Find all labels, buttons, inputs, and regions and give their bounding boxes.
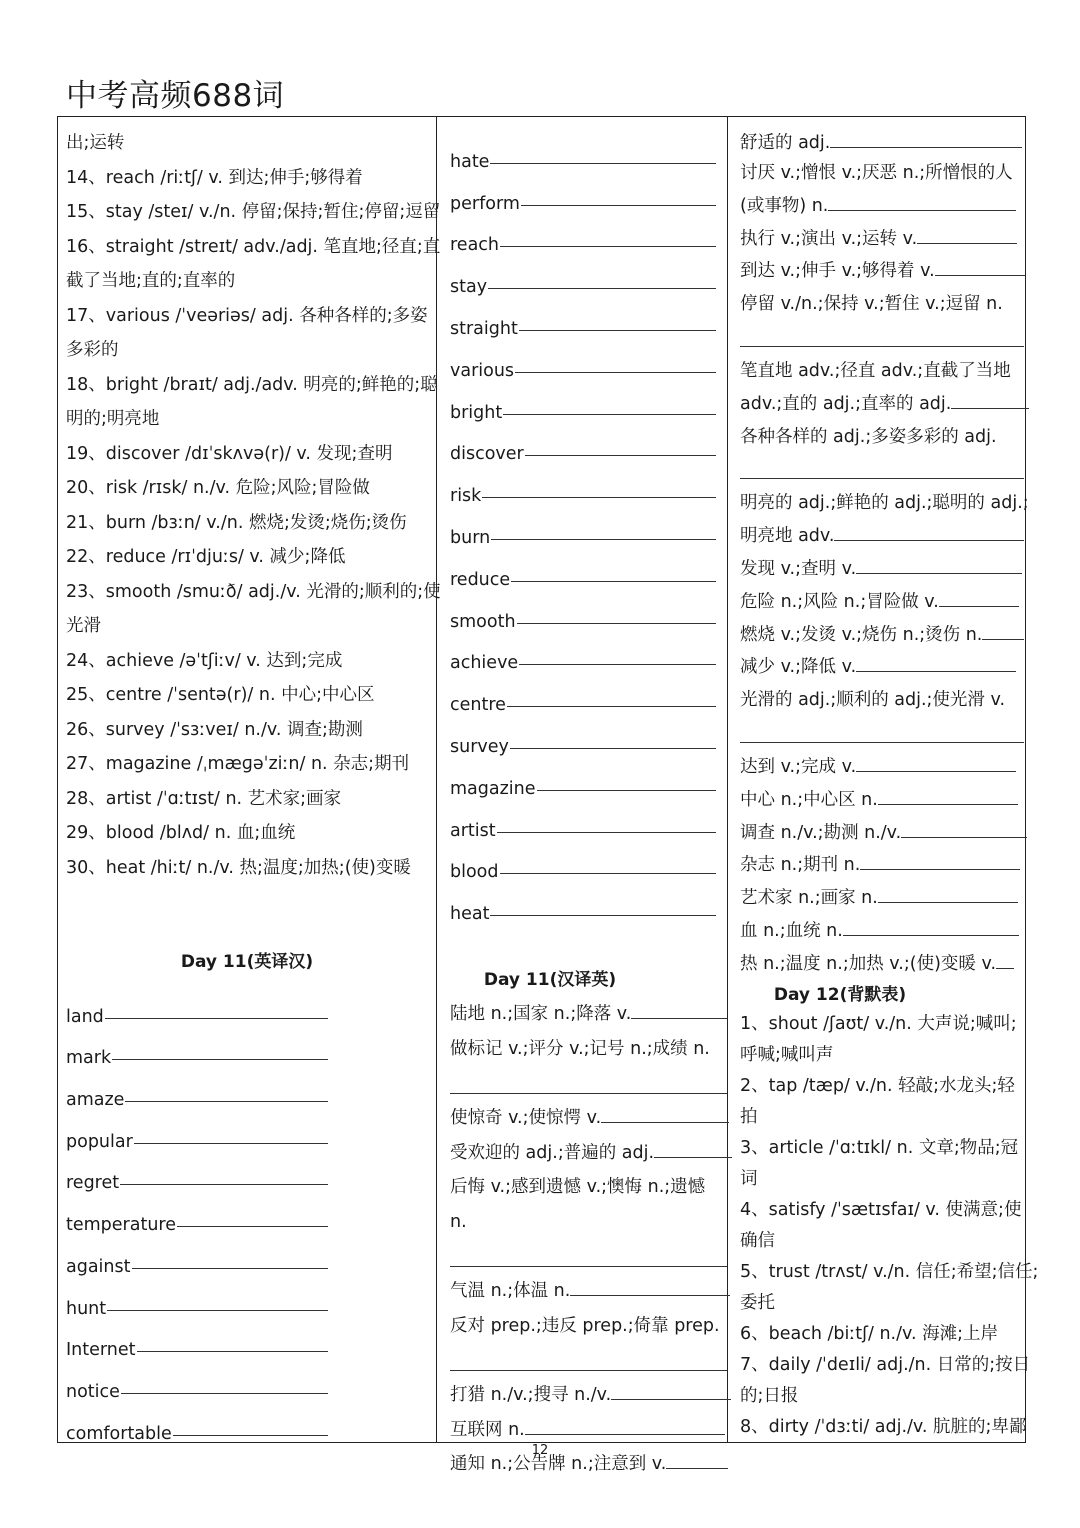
vocab-entry: 16、straight /streɪt/ adv./adj. 笔直地;径直;直 xyxy=(66,236,441,257)
prompt-line: 光滑的 adj.;顺利的 adj.;使光滑 v. xyxy=(740,690,1006,711)
prompt-word: magazine xyxy=(450,778,536,799)
blank-line[interactable] xyxy=(66,1193,328,1235)
blank-line[interactable] xyxy=(450,590,716,632)
vocab-entry: 2、tap /tæp/ v./n. 轻敲;水龙头;轻 xyxy=(740,1075,1015,1096)
answer-blank[interactable] xyxy=(856,573,1022,574)
prompt-word: achieve xyxy=(450,653,519,674)
answer-blank[interactable] xyxy=(834,540,1024,541)
blank-line[interactable] xyxy=(66,1068,328,1110)
prompt-line: 到达 v.;伸手 v.;够得着 v. xyxy=(740,255,1024,288)
blank-line[interactable] xyxy=(450,841,716,883)
column-1 xyxy=(66,126,441,1444)
prompt-word: perform xyxy=(450,193,520,214)
prompt-line: 血 n.;血统 n. xyxy=(740,915,1024,948)
vocab-entry: 的;日报 xyxy=(740,1385,799,1406)
column-divider xyxy=(436,116,437,1443)
prompt-word: risk xyxy=(450,486,482,507)
prompt-line: 燃烧 v.;发烫 v.;烧伤 n.;烫伤 n. xyxy=(740,619,1024,652)
prompt-line: 艺术家 n.;画家 n. xyxy=(740,882,1024,915)
blank-line[interactable] xyxy=(66,1152,328,1194)
vocab-entry: 7、daily /ˈdeɪli/ adj./n. 日常的;按日 xyxy=(740,1354,1031,1375)
answer-blank[interactable] xyxy=(917,243,1017,244)
vocab-entry: 拍 xyxy=(740,1106,758,1127)
answer-blank[interactable] xyxy=(611,1399,731,1400)
vocab-entry: 15、stay /steɪ/ v./n. 停留;保持;暂住;停留;逗留 xyxy=(66,202,441,222)
vocab-entry: 18、bright /braɪt/ adj./adv. 明亮的;鲜艳的;聪 xyxy=(66,374,438,395)
blank-line[interactable] xyxy=(450,130,716,172)
vocab-entry: 21、burn /bɜːn/ v./n. 燃烧;发烫;烧伤;烫伤 xyxy=(66,512,407,533)
prompt-line: 调查 n./v.;勘测 n./v. xyxy=(740,817,1024,850)
blank-line[interactable] xyxy=(66,1360,328,1402)
prompt-word: burn xyxy=(450,527,491,548)
prompt-word: popular xyxy=(66,1131,133,1152)
blank-line[interactable] xyxy=(66,1110,328,1152)
prompt-line: (或事物) n. xyxy=(740,190,1024,223)
blank-line[interactable] xyxy=(450,381,716,423)
prompt-line: 各种各样的 adj.;多姿多彩的 adj. xyxy=(740,426,997,447)
prompt-word: smooth xyxy=(450,611,516,632)
prompt-line: 杂志 n.;期刊 n. xyxy=(740,849,1024,882)
vocab-entry: 出;运转 xyxy=(66,133,125,153)
blank-line[interactable] xyxy=(450,673,716,715)
prompt-line: 执行 v.;演出 v.;运转 v. xyxy=(740,223,1024,256)
prompt-line: 打猎 n./v.;搜寻 n./v. xyxy=(450,1378,727,1413)
prompt-line: 中心 n.;中心区 n. xyxy=(740,784,1024,817)
answer-blank[interactable] xyxy=(666,1468,728,1469)
vocab-entry: 1、shout /ʃaʊt/ v./n. 大声说;喊叫; xyxy=(740,1013,1017,1034)
prompt-word: reach xyxy=(450,235,500,256)
page-title: 中考高频688词 xyxy=(66,78,285,114)
vocab-entry: 30、heat /hiːt/ n./v. 热;温度;加热;(使)变暖 xyxy=(66,857,411,878)
blank-line[interactable] xyxy=(450,339,716,381)
prompt-word: regret xyxy=(66,1173,120,1194)
prompt-line: 做标记 v.;评分 v.;记号 n.;成绩 n. xyxy=(450,1038,710,1059)
prompt-line: 达到 v.;完成 v. xyxy=(740,751,1024,784)
vocab-entry: 26、survey /ˈsɜːveɪ/ n./v. 调查;勘测 xyxy=(66,719,363,740)
vocab-entry: 确信 xyxy=(740,1230,775,1251)
answer-blank[interactable] xyxy=(901,837,1027,838)
answer-blank[interactable] xyxy=(856,771,1016,772)
prompt-line: 受欢迎的 adj.;普遍的 adj. xyxy=(450,1136,727,1171)
vocab-entry: 23、smooth /smuːð/ adj./v. 光滑的;顺利的;使 xyxy=(66,581,441,602)
column-divider xyxy=(727,116,728,1443)
vocab-entry: 明的;明亮地 xyxy=(66,409,160,429)
vocab-entry: 3、article /ˈɑːtɪkl/ n. 文章;物品;冠 xyxy=(740,1137,1019,1158)
prompt-line: 气温 n.;体温 n. xyxy=(450,1274,727,1309)
answer-blank[interactable] xyxy=(860,869,1020,870)
prompt-line: 使惊奇 v.;使惊愕 v. xyxy=(450,1101,727,1136)
vocab-entry: 多彩的 xyxy=(66,340,119,360)
blank-line[interactable] xyxy=(66,1402,328,1444)
blank-line[interactable] xyxy=(450,172,716,214)
blank-line[interactable] xyxy=(66,1319,328,1361)
prompt-line: n. xyxy=(450,1211,467,1232)
prompt-line: 反对 prep.;违反 prep.;倚靠 prep. xyxy=(450,1315,720,1336)
blank-line[interactable] xyxy=(66,1277,328,1319)
section-heading: Day 11(英译汉) xyxy=(180,952,314,972)
prompt-line: 陆地 n.;国家 n.;降落 v. xyxy=(450,997,727,1032)
prompt-line: 后悔 v.;感到遗憾 v.;懊悔 n.;遗憾 xyxy=(450,1177,706,1198)
answer-blank[interactable] xyxy=(450,1343,727,1371)
vocab-entry: 光滑 xyxy=(66,616,101,636)
vocab-entry: 22、reduce /rɪˈdjuːs/ v. 减少;降低 xyxy=(66,547,346,567)
answer-blank[interactable] xyxy=(570,1295,730,1296)
prompt-line: 热 n.;温度 n.;加热 v.;(使)变暖 v. xyxy=(740,948,1024,981)
prompt-word: amaze xyxy=(66,1090,125,1111)
vocab-entry: 4、satisfy /ˈsætɪsfaɪ/ v. 使满意;使 xyxy=(740,1199,1022,1220)
prompt-word: reduce xyxy=(450,569,511,590)
prompt-word: discover xyxy=(450,444,524,465)
vocab-entry: 19、discover /dɪˈskʌvə(r)/ v. 发现;查明 xyxy=(66,443,393,464)
vocab-entry: 呼喊;喊叫声 xyxy=(740,1044,834,1065)
section-heading: Day 11(汉译英) xyxy=(483,970,617,991)
prompt-word: comfortable xyxy=(66,1423,172,1444)
prompt-line: 舒适的 adj. xyxy=(740,126,1024,157)
prompt-line: 停留 v./n.;保持 v.;暂住 v.;逗留 n. xyxy=(740,294,1003,315)
answer-blank[interactable] xyxy=(525,1434,725,1435)
answer-blank[interactable] xyxy=(740,453,1024,479)
prompt-word: notice xyxy=(66,1381,120,1402)
prompt-word: various xyxy=(450,360,515,381)
answer-blank[interactable] xyxy=(951,408,1029,409)
vocab-entry: 24、achieve /əˈtʃiːv/ v. 达到;完成 xyxy=(66,650,343,671)
prompt-line: 明亮的 adj.;鲜艳的 adj.;聪明的 adj.; xyxy=(740,493,1029,514)
prompt-word: straight xyxy=(450,318,518,339)
prompt-line: 互联网 n. xyxy=(450,1413,727,1448)
answer-blank[interactable] xyxy=(450,1239,727,1267)
prompt-word: Internet xyxy=(66,1340,136,1361)
vocab-entry: 27、magazine /ˌmæɡəˈziːn/ n. 杂志;期刊 xyxy=(66,754,410,774)
answer-blank[interactable] xyxy=(601,1122,729,1123)
answer-blank[interactable] xyxy=(939,606,1019,607)
prompt-line: 发现 v.;查明 v. xyxy=(740,553,1024,586)
answer-blank[interactable] xyxy=(740,717,1024,743)
vocab-entry: 8、dirty /ˈdɜːti/ adj./v. 肮脏的;卑鄙 xyxy=(740,1416,1027,1437)
answer-blank[interactable] xyxy=(878,902,1018,903)
prompt-line: 危险 n.;风险 n.;冒险做 v. xyxy=(740,586,1024,619)
vocab-entry: 20、risk /rɪsk/ n./v. 危险;风险;冒险做 xyxy=(66,478,370,498)
column-2 xyxy=(450,126,720,1482)
section-heading: Day 12(背默表) xyxy=(773,984,907,1005)
vocab-entry: 25、centre /ˈsentə(r)/ n. 中心;中心区 xyxy=(66,685,375,705)
prompt-word: artist xyxy=(450,820,496,841)
prompt-word: heat xyxy=(450,904,490,925)
vocab-entry: 词 xyxy=(740,1168,758,1189)
prompt-line: 明亮地 adv. xyxy=(740,520,1024,553)
prompt-line: 讨厌 v.;憎恨 v.;厌恶 n.;所憎恨的人 xyxy=(740,163,1013,183)
answer-blank[interactable] xyxy=(982,639,1024,640)
blank-line[interactable] xyxy=(450,423,716,465)
blank-line[interactable] xyxy=(450,297,716,339)
blank-line[interactable] xyxy=(450,757,716,799)
blank-line[interactable] xyxy=(66,1027,328,1069)
blank-line[interactable] xyxy=(66,1235,328,1277)
prompt-word: survey xyxy=(450,736,509,757)
prompt-word: land xyxy=(66,1006,104,1027)
prompt-list xyxy=(450,997,727,1482)
answer-blank[interactable] xyxy=(878,804,1018,805)
vocab-entry: 5、trust /trʌst/ v./n. 信任;希望;信任; xyxy=(740,1261,1039,1282)
prompt-line: 通知 n.;公告牌 n.;注意到 v. xyxy=(450,1447,727,1482)
vocab-entry: 截了当地;直的;直率的 xyxy=(66,271,236,291)
blank-line[interactable] xyxy=(450,632,716,674)
answer-blank[interactable] xyxy=(830,147,1022,148)
vocab-entry: 委托 xyxy=(740,1292,775,1313)
blank-line[interactable] xyxy=(450,506,716,548)
answer-blank[interactable] xyxy=(654,1157,732,1158)
prompt-word: hunt xyxy=(66,1298,107,1319)
prompt-word: hate xyxy=(450,151,490,172)
vocab-entry: 29、blood /blʌd/ n. 血;血统 xyxy=(66,823,296,843)
prompt-word: stay xyxy=(450,277,488,298)
prompt-line: 减少 v.;降低 v. xyxy=(740,651,1024,684)
word-list xyxy=(66,985,328,1444)
prompt-word: centre xyxy=(450,695,506,716)
blank-line[interactable] xyxy=(450,255,716,297)
vocab-entry: 17、various /ˈveəriəs/ adj. 各种各样的;多姿 xyxy=(66,305,428,326)
prompt-line: adv.;直的 adj.;直率的 adj. xyxy=(740,388,1024,421)
answer-blank[interactable] xyxy=(450,1066,727,1094)
blank-line[interactable] xyxy=(450,715,716,757)
answer-blank[interactable] xyxy=(996,968,1014,969)
column-3 xyxy=(740,126,1039,1443)
answer-blank[interactable] xyxy=(935,275,1025,276)
vocab-entry: 6、beach /biːtʃ/ n./v. 海滩;上岸 xyxy=(740,1323,999,1344)
answer-blank[interactable] xyxy=(631,1018,727,1019)
blank-line[interactable] xyxy=(450,799,716,841)
prompt-word: bright xyxy=(450,402,503,423)
blank-line[interactable] xyxy=(66,985,328,1027)
page-number: 12 xyxy=(531,1443,549,1458)
answer-blank[interactable] xyxy=(843,935,1019,936)
vocab-entry: 14、reach /riːtʃ/ v. 到达;伸手;够得着 xyxy=(66,167,363,188)
blank-line[interactable] xyxy=(450,214,716,256)
blank-line[interactable] xyxy=(450,548,716,590)
prompt-word: blood xyxy=(450,862,499,883)
answer-blank[interactable] xyxy=(856,671,1016,672)
blank-line[interactable] xyxy=(450,464,716,506)
answer-blank[interactable] xyxy=(828,210,1016,211)
prompt-word: mark xyxy=(66,1048,112,1069)
blank-line[interactable] xyxy=(450,882,716,924)
answer-blank[interactable] xyxy=(740,321,1024,347)
vocab-entry: 28、artist /ˈɑːtɪst/ n. 艺术家;画家 xyxy=(66,788,342,809)
prompt-word: temperature xyxy=(66,1215,176,1236)
prompt-line: 笔直地 adv.;径直 adv.;直截了当地 xyxy=(740,360,1011,381)
prompt-word: against xyxy=(66,1256,131,1277)
